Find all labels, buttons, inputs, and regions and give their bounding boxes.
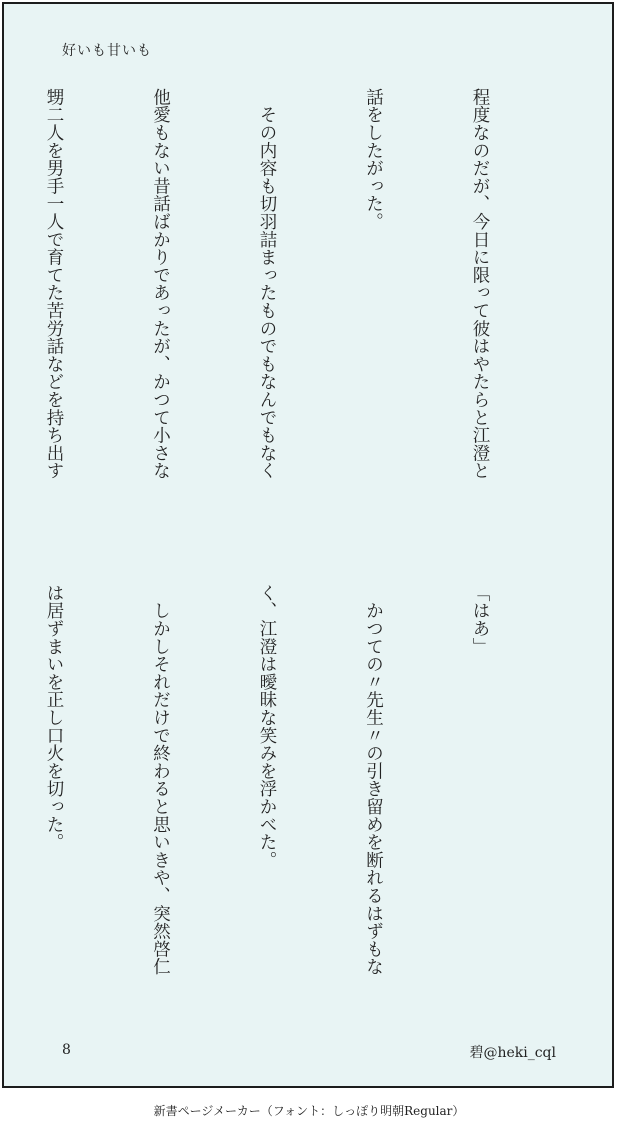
page-header-title: 好いも甘いも — [62, 43, 152, 59]
generator-credit: 新書ページメーカー（フォント：しっぽり明朝Regular） — [153, 1104, 465, 1118]
text-line: 話をしたがった。 — [363, 88, 384, 231]
text-line: く、江澄は曖昧な笑みを浮かべた。 — [257, 584, 277, 869]
text-block-bottom — [0, 584, 568, 1024]
author-handle: 碧@heki_cql — [469, 1045, 556, 1061]
text-line: 甥二人を男手一人で育てた苦労話などを持ち出す — [44, 88, 64, 480]
text-line: は居ずまいを正し口火を切った。 — [44, 584, 64, 851]
text-line: 他愛もない昔話ばかりであったが、かつて小さな — [150, 88, 171, 480]
book-page — [2, 2, 614, 1088]
page-number: 8 — [62, 1042, 71, 1058]
text-line: かつての〃先生〃の引き留めを断れるはずもな — [363, 584, 384, 976]
text-line: しかしそれだけで終わると思いきや、突然啓仁 — [150, 584, 171, 976]
text-line: 「はあ」 — [470, 584, 490, 656]
text-line: 程度なのだが、今日に限って彼はやたらと江澄と — [470, 88, 490, 480]
text-line: その内容も切羽詰まったものでもなんでもなく — [257, 88, 277, 480]
text-block-top — [0, 88, 568, 528]
